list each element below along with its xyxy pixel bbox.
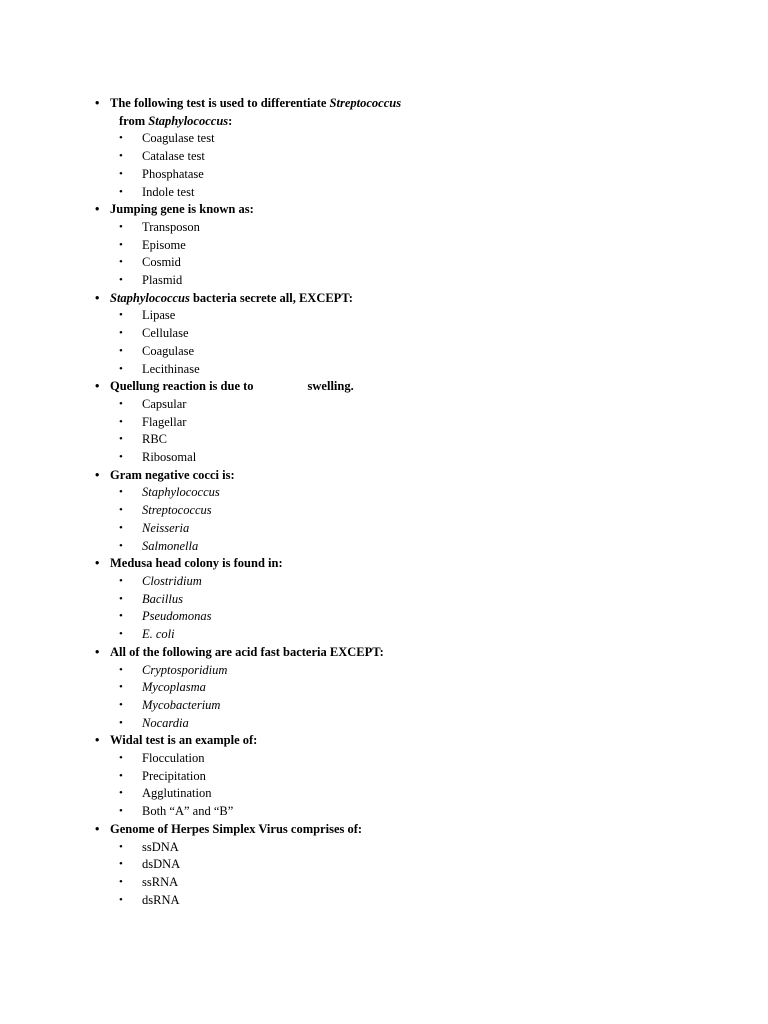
text-segment: Genome of Herpes Simplex Virus comprises of: bbox=[110, 821, 363, 836]
option-bullet-icon: • bbox=[119, 220, 123, 233]
option-label: Cellulase bbox=[142, 326, 189, 341]
question-text bbox=[0, 290, 410, 308]
option-list bbox=[0, 219, 768, 290]
option-item bbox=[0, 520, 768, 538]
text-segment: Quellung reaction is due to bbox=[110, 379, 254, 394]
option-label: Pseudomonas bbox=[142, 609, 212, 624]
option-bullet-icon: • bbox=[119, 362, 123, 375]
option-bullet-icon: • bbox=[119, 769, 123, 782]
question-bullet-icon: • bbox=[95, 96, 100, 110]
option-label: E. coli bbox=[142, 627, 175, 642]
text-segment: from bbox=[119, 113, 149, 128]
option-item bbox=[0, 431, 768, 449]
text-segment: : bbox=[228, 113, 233, 128]
option-label: Flagellar bbox=[142, 414, 187, 429]
option-item bbox=[0, 361, 768, 379]
option-label: Plasmid bbox=[142, 273, 183, 288]
text-segment: bacteria secrete all, EXCEPT: bbox=[189, 290, 353, 305]
option-bullet-icon: • bbox=[119, 840, 123, 853]
option-label: Salmonella bbox=[142, 538, 199, 553]
option-bullet-icon: • bbox=[119, 327, 123, 340]
option-list bbox=[0, 573, 768, 644]
option-item bbox=[0, 484, 768, 502]
option-bullet-icon: • bbox=[119, 539, 123, 552]
option-label: Transposon bbox=[142, 219, 200, 234]
question-text bbox=[0, 821, 410, 839]
option-item bbox=[0, 697, 768, 715]
text-segment: Medusa head colony is found in: bbox=[110, 556, 283, 571]
option-label: Mycoplasma bbox=[142, 680, 206, 695]
question-bullet-icon: • bbox=[95, 644, 100, 659]
option-item bbox=[0, 591, 768, 609]
option-bullet-icon: • bbox=[119, 574, 123, 587]
option-item bbox=[0, 184, 768, 202]
option-label: Agglutination bbox=[142, 786, 212, 801]
option-bullet-icon: • bbox=[119, 274, 123, 287]
question-item bbox=[0, 290, 768, 379]
option-bullet-icon: • bbox=[119, 592, 123, 605]
option-item bbox=[0, 237, 768, 255]
option-item bbox=[0, 573, 768, 591]
question-item bbox=[0, 732, 768, 821]
option-item bbox=[0, 414, 768, 432]
option-label: Staphylococcus bbox=[142, 485, 220, 500]
option-list bbox=[0, 750, 768, 821]
question-item bbox=[0, 201, 768, 290]
question-bullet-icon: • bbox=[95, 556, 100, 571]
option-label: Cosmid bbox=[142, 255, 181, 270]
option-label: Catalase test bbox=[142, 149, 205, 164]
option-label: Neisseria bbox=[142, 520, 190, 535]
option-label: Bacillus bbox=[142, 591, 183, 606]
option-label: Clostridium bbox=[142, 573, 202, 588]
italic-text: Staphylococcus bbox=[148, 113, 229, 128]
option-item bbox=[0, 626, 768, 644]
question-text bbox=[0, 644, 410, 662]
option-label: Indole test bbox=[142, 184, 195, 199]
option-bullet-icon: • bbox=[119, 716, 123, 729]
option-bullet-icon: • bbox=[119, 610, 123, 623]
text-segment: The following test is used to differentiate bbox=[110, 96, 330, 110]
option-item bbox=[0, 538, 768, 556]
option-item bbox=[0, 785, 768, 803]
text-segment: Widal test is an example of: bbox=[110, 733, 258, 748]
option-bullet-icon: • bbox=[119, 185, 123, 198]
option-bullet-icon: • bbox=[119, 344, 123, 357]
option-bullet-icon: • bbox=[119, 858, 123, 871]
option-bullet-icon: • bbox=[119, 397, 123, 410]
option-bullet-icon: • bbox=[119, 787, 123, 800]
option-list bbox=[0, 662, 768, 733]
question-item bbox=[0, 555, 768, 644]
option-item bbox=[0, 679, 768, 697]
option-label: Both “A” and “B” bbox=[142, 804, 234, 819]
option-label: Nocardia bbox=[142, 715, 189, 730]
option-bullet-icon: • bbox=[119, 451, 123, 464]
italic-text: Streptococcus bbox=[329, 96, 402, 110]
option-item bbox=[0, 325, 768, 343]
option-label: Streptococcus bbox=[142, 503, 212, 518]
option-label: ssDNA bbox=[142, 839, 179, 854]
option-label: Capsular bbox=[142, 396, 187, 411]
option-item bbox=[0, 662, 768, 680]
italic-text: Staphylococcus bbox=[110, 290, 190, 305]
question-bullet-icon: • bbox=[95, 467, 100, 482]
option-item bbox=[0, 856, 768, 874]
option-bullet-icon: • bbox=[119, 433, 123, 446]
option-item bbox=[0, 750, 768, 768]
option-list bbox=[0, 307, 768, 378]
option-item bbox=[0, 148, 768, 166]
question-item bbox=[0, 378, 768, 467]
question-bullet-icon: • bbox=[95, 821, 100, 836]
question-text bbox=[0, 378, 410, 396]
option-bullet-icon: • bbox=[119, 309, 123, 322]
option-bullet-icon: • bbox=[119, 256, 123, 269]
question-item bbox=[0, 821, 768, 910]
text-segment: Jumping gene is known as: bbox=[110, 202, 254, 217]
option-bullet-icon: • bbox=[119, 132, 123, 145]
question-item bbox=[0, 644, 768, 733]
option-label: Cryptosporidium bbox=[142, 662, 228, 677]
question-bullet-icon: • bbox=[95, 290, 100, 305]
option-item bbox=[0, 166, 768, 184]
option-bullet-icon: • bbox=[119, 875, 123, 888]
option-item bbox=[0, 396, 768, 414]
option-bullet-icon: • bbox=[119, 238, 123, 251]
question-bullet-icon: • bbox=[95, 379, 100, 394]
option-list bbox=[0, 839, 768, 910]
option-list bbox=[0, 484, 768, 555]
question-text bbox=[0, 467, 410, 485]
option-label: Ribosomal bbox=[142, 450, 197, 465]
question-text bbox=[0, 201, 410, 219]
option-label: Episome bbox=[142, 237, 186, 252]
option-label: Mycobacterium bbox=[142, 697, 221, 712]
option-bullet-icon: • bbox=[119, 521, 123, 534]
option-item bbox=[0, 874, 768, 892]
option-item bbox=[0, 502, 768, 520]
option-item bbox=[0, 130, 768, 148]
option-bullet-icon: • bbox=[119, 167, 123, 180]
question-list bbox=[0, 95, 768, 909]
question-item bbox=[0, 467, 768, 556]
option-label: Lipase bbox=[142, 308, 176, 323]
question-bullet-icon: • bbox=[95, 733, 100, 748]
option-item bbox=[0, 608, 768, 626]
option-item bbox=[0, 803, 768, 821]
question-bullet-icon: • bbox=[95, 202, 100, 217]
question-text bbox=[0, 732, 410, 750]
option-bullet-icon: • bbox=[119, 805, 123, 818]
option-label: Flocculation bbox=[142, 751, 205, 766]
option-label: Precipitation bbox=[142, 768, 206, 783]
option-bullet-icon: • bbox=[119, 486, 123, 499]
option-item bbox=[0, 272, 768, 290]
option-bullet-icon: • bbox=[119, 893, 123, 906]
option-bullet-icon: • bbox=[119, 752, 123, 765]
option-item bbox=[0, 839, 768, 857]
option-item bbox=[0, 219, 768, 237]
option-bullet-icon: • bbox=[119, 415, 123, 428]
option-label: Lecithinase bbox=[142, 361, 200, 376]
option-item bbox=[0, 768, 768, 786]
option-item bbox=[0, 449, 768, 467]
option-label: ssRNA bbox=[142, 874, 179, 889]
question-continuation bbox=[110, 113, 410, 131]
option-label: dsDNA bbox=[142, 857, 181, 872]
option-list bbox=[0, 130, 768, 201]
option-label: Coagulase test bbox=[142, 131, 215, 146]
text-segment: swelling. bbox=[307, 379, 354, 394]
option-label: Coagulase bbox=[142, 343, 195, 358]
question-text bbox=[0, 95, 410, 130]
option-label: dsRNA bbox=[142, 892, 180, 907]
text-segment: All of the following are acid fast bacteria EXCEPT: bbox=[110, 644, 384, 659]
text-segment: Gram negative cocci is: bbox=[110, 467, 235, 482]
option-bullet-icon: • bbox=[119, 681, 123, 694]
option-item bbox=[0, 254, 768, 272]
option-label: RBC bbox=[142, 432, 168, 447]
option-list bbox=[0, 396, 768, 467]
option-bullet-icon: • bbox=[119, 698, 123, 711]
option-bullet-icon: • bbox=[119, 663, 123, 676]
option-item bbox=[0, 343, 768, 361]
option-label: Phosphatase bbox=[142, 166, 204, 181]
option-item bbox=[0, 892, 768, 910]
question-text bbox=[0, 555, 410, 573]
option-bullet-icon: • bbox=[119, 504, 123, 517]
option-bullet-icon: • bbox=[119, 628, 123, 641]
question-item bbox=[0, 95, 768, 201]
option-item bbox=[0, 715, 768, 733]
option-item bbox=[0, 307, 768, 325]
option-bullet-icon: • bbox=[119, 150, 123, 163]
